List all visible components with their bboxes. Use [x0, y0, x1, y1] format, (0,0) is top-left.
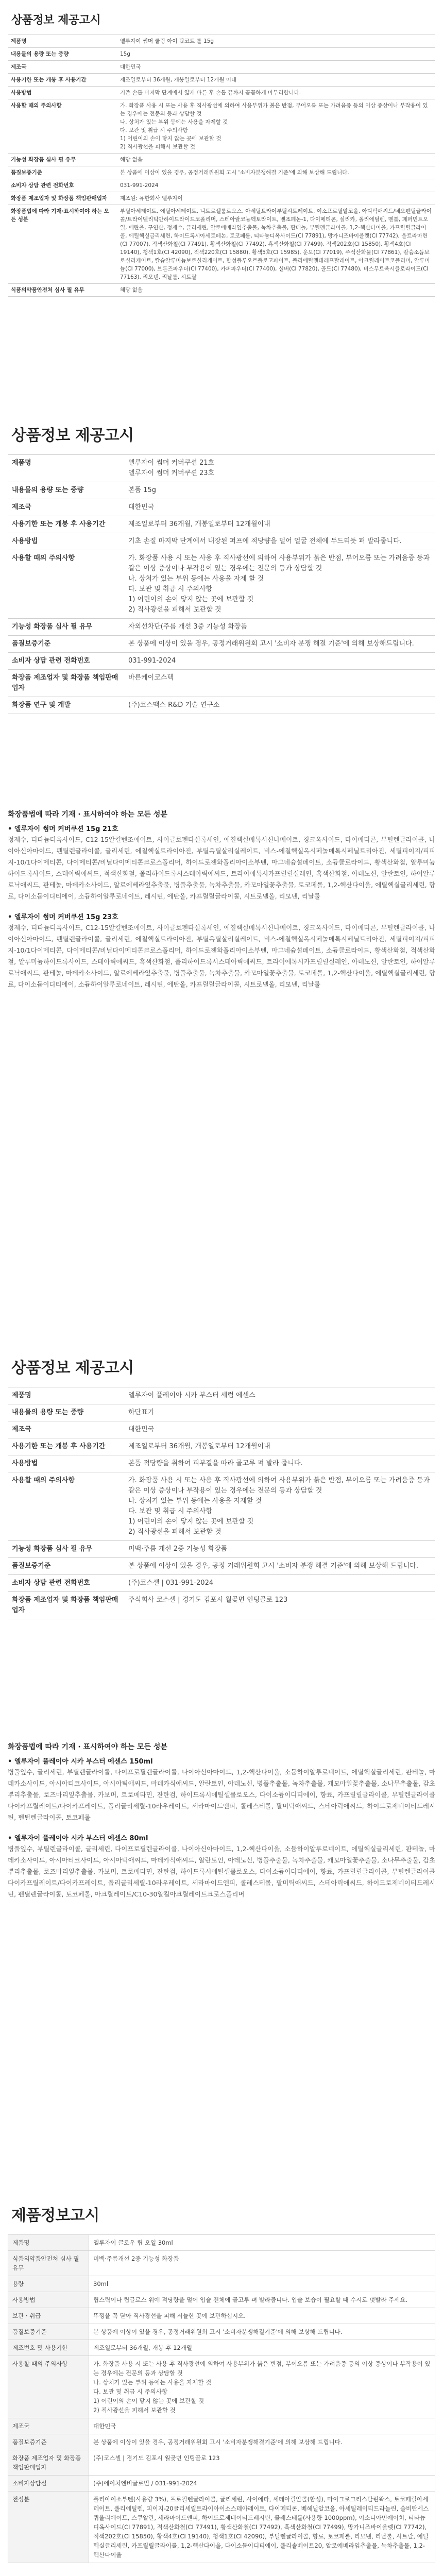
table-row [8, 455, 435, 482]
row-value: 가. 화장품 사용 시 또는 사용 후 직사광선에 의하여 사용부위가 붉은 반점, 부어오름 또는 가려움증 등과 같은 이상 증상이나 부작용이 있는 경우에는 전문의 등과 상담할 것 나. 상처가 있는 부위 등에는 사용을 자제 할 것 다. 보관 및 취급 시 주의사항 1) 어린이의 손이 닿지 않는 곳에 보관할 것 2) 직사광선을 피해서 보관할 것 [124, 550, 435, 619]
table-row [8, 2292, 435, 2308]
row-label: 제조번호 및 사용기한 [8, 2340, 89, 2356]
ingredients-text: 정제수, 티타늄디옥사이드, C12-15알킬벤조에이트, 사이클로펜타실록세인, 에칠헥실메톡시신나메이트, 징크옥사이드, 다이메티콘, 부틸렌글라이콜, 나이아신아마이드, 펜틸렌글라이콜, 글리세린, 에칠헥실트라이아진, 부틸옥틸살리실레이트, 비스-에칠헥실옥시페놀메톡시페닐트리아진, 세틸피이지/피피지-10/1다이메티콘, 다이메티콘/비닐다이메티콘크로스폴리머, 하이드로젠화폴리아이소부텐, 마그네슘설페이트, 소듐클로라이드, 황색산화철, 적색산화철, 알루미늄하이드록사이드, 스테아릭애씨드, 흑색산화철, 폴리하이드록시스테아릭애씨드, 트라이에톡시카프릴릴실레인, 아데노신, 알란토인, 하이알루로닉애씨드, 판테놀, 마데카소사이드, 알로에베라잎추출물, 병풀추출물, 녹차추출물, 카모마일꽃추출물, 토코페롤, 1,2-헥산다이올, 에틸헥실글리세린, 향료, 다이소듐이디티에이, 소듐하이알루로네이트, 레시틴, 에탄올, 카프릴릴글라이콜, 시트로넬올, 리모넨, 리날룰 [8, 924, 435, 988]
table-row [8, 284, 435, 297]
table-row [8, 2492, 435, 2563]
row-label: 품질보증기준 [8, 2434, 89, 2450]
row-value: 본품 15g [124, 482, 435, 499]
table-row [8, 154, 435, 166]
row-value: 제조일로부터 36개월, 개봉일로부터 12개월이내 [124, 516, 435, 533]
row-value: (주)코스셀 | 031-991-2024 [124, 1575, 435, 1592]
row-value: 립스틱이나 립글로스 위에 적당량을 덜어 입술 전체에 골고루 펴 발라줍니다. 입술 보습이 필요할 때 수시로 덧발라 주세요. [89, 2292, 435, 2308]
ingredients-block [8, 809, 435, 990]
table-row [8, 87, 435, 99]
row-value: 제조일로부터 36개월, 개봉일로부터 12개월이내 [124, 1438, 435, 1455]
row-label: 사용할 때의 주의사항 [8, 550, 124, 619]
row-label: 화장품 제조업자 및 화장품 책임판매업자 [8, 192, 117, 205]
table-row [8, 166, 435, 179]
table-row [8, 2476, 435, 2492]
table-row [8, 2308, 435, 2324]
table-row [8, 35, 435, 48]
table-row [8, 533, 435, 550]
row-value: 본품 적당량을 취하여 피부결을 따라 골고루 펴 발라 줍니다. [124, 1455, 435, 1472]
section-title: 상품정보 제공고시 [11, 427, 134, 445]
table-row [8, 1575, 435, 1592]
table-row [8, 499, 435, 516]
table-row [8, 1387, 435, 1404]
row-value: 주식회사 코스셀 | 경기도 김포시 월곶면 인팅골로 123 [124, 1592, 435, 1619]
row-value: 15g [117, 48, 435, 61]
row-value: 기존 손톱 마지막 단계에서 얇게 바른 후 손톱 끝까지 꼼꼼하게 마무리합니다. [117, 87, 435, 99]
row-value: 제조원: 유한회사 엘루자이 [117, 192, 435, 205]
table-row [8, 1438, 435, 1455]
row-label: 내용물의 용량 또는 중량 [8, 482, 124, 499]
row-value: 자외선차단(주름 개선 3중 기능성 화장품 [124, 619, 435, 636]
row-label: 식품의약품안전처 심사 필 유무 [8, 284, 117, 297]
table-row [8, 482, 435, 499]
section-notice-3 [0, 1355, 443, 1619]
table-row [8, 619, 435, 636]
row-value: 본 상품에 이상이 있을 경우, 공정거래위원회 고시 '소비자분쟁해결기준'에 의해 보상해 드립니다. [89, 2434, 435, 2450]
table-row [8, 2251, 435, 2276]
row-label: 제품명 [8, 1387, 124, 1404]
row-value: 대한민국 [124, 499, 435, 516]
row-label: 사용할 때의 주의사항 [8, 2356, 89, 2418]
row-label: 화장품법에 따라 기재·표시하여야 하는 모든 성분 [8, 205, 117, 284]
table-row [8, 516, 435, 533]
row-label: 제조국 [8, 1421, 124, 1438]
row-value: 031-991-2024 [124, 653, 435, 670]
row-value: 031-991-2024 [117, 179, 435, 192]
ingredients-text: 병풀잎수, 부틸렌글라이콜, 글리세린, 다이프로필렌글라이콜, 나이아신아마이드, 1,2-헥산다이올, 소듐하이알루로네이트, 에틸헥실글리세린, 판테놀, 마데카소사이드, 아시아티코사이드, 아시아틱애씨드, 마데카식애씨드, 알란토인, 아데노신, 병풀추출물, 녹차추출물, 캐모마일꽃추출물, 소나무추출물, 감초뿌리추출물, 로즈마리잎추출물, 카보머, 트로메타민, 잔탄검, 하이드록시에틸셀룰로오스, 다이소듐이디티에이, 향료, 카프릴릴글라이콜, 부틸렌글라이콜다이카프릴레이트/다이카프레이트, 폴리글리세릴-10라우레이트, 세라마이드엔피, 콜레스테롤, 팔미틱애씨드, 스테아릭애씨드, 하이드로제네이티드레시틴, 펜틸렌글라이콜, 토코페롤, 아크릴레이트/C10-30알킬아크릴레이트크로스폴리머 [8, 1845, 435, 1898]
table-row [8, 2434, 435, 2450]
row-value: 미백·주름 개선 2중 기능성 화장품 [124, 1541, 435, 1558]
row-label: 품질보증기준 [8, 2324, 89, 2340]
table-row [8, 179, 435, 192]
row-label: 소비자 상담 관련 전화번호 [8, 179, 117, 192]
row-label: 내용물의 용량 또는 중량 [8, 48, 117, 61]
ingredients-subtitle: • 엘루자이 플레이아 시카 부스터 에센스 80ml [8, 1835, 148, 1842]
row-label: 사용기한 또는 개봉 후 사용기간 [8, 516, 124, 533]
row-value: 대한민국 [89, 2418, 435, 2434]
row-value: 본 상품에 이상이 있을 경우, 공정거래위원회 고시 '소비자분쟁해결기준'에 의해 보상해 드립니다. [89, 2324, 435, 2340]
table-row [8, 2418, 435, 2434]
table-row [8, 697, 435, 714]
section-title: 제품정보고시 [11, 2207, 99, 2225]
table-row [8, 61, 435, 74]
row-label: 제조국 [8, 2418, 89, 2434]
row-value: (주)에이치엔비글로벌 / 031-991-2024 [89, 2476, 435, 2492]
row-value: 제조일로부터 36개월, 개봉일로부터 12개월 이내 [117, 74, 435, 87]
table-row [8, 1404, 435, 1421]
table-row [8, 2324, 435, 2340]
ingredients-subtitle: • 엘루자이 썸머 커버쿠션 15g 23호 [8, 913, 118, 921]
row-value: 기초 손질 마지막 단계에서 내장된 퍼프에 적당량을 덜어 얼굴 전체에 두드리듯 펴 발라줍니다. [124, 533, 435, 550]
row-label: 식품의약품안전처 심사 필 유무 [8, 2251, 89, 2276]
row-label: 품질보증기준 [8, 1558, 124, 1575]
table-row [8, 636, 435, 653]
table-row [8, 1558, 435, 1575]
table-row [8, 1541, 435, 1558]
row-label: 사용방법 [8, 87, 117, 99]
row-value: 본 상품에 이상이 있을 경우, 공정거래위원회 고시 '소비자분쟁해결 기준'에 의해 보상해 드립니다. [117, 166, 435, 179]
row-value: 가. 화장품 사용 시 또는 사용 후 직사광선에 의하여 사용부위가 붉은 반점, 부어오름 또는 가려움증 등의 이상 증상이나 부작용이 있는 경우에는 전문의 등과 상담할 것 나. 상처가 있는 부위 등에는 사용을 자제할 것 다. 보관 및 취급 시 주의사항 1) 어린이의 손이 닿지 않는 곳에 보관할 것 2) 직사광선을 피해서 보관할 것 [89, 2356, 435, 2418]
row-value: (주)코스셀 | 경기도 김포시 월곶면 인팅골로 123 [89, 2450, 435, 2476]
table-row [8, 2235, 435, 2251]
row-label: 소비자 상담 관련 전화번호 [8, 1575, 124, 1592]
table-row [8, 1592, 435, 1619]
row-label: 기능성 화장품 심사 필 유무 [8, 619, 124, 636]
ingredients-text: 정제수, 티타늄디옥사이드, C12-15알킬벤조에이트, 사이클로펜타실록세인, 에칠헥실메톡시신나메이트, 징크옥사이드, 다이메티콘, 부틸렌글라이콜, 나이아신아마이드, 펜틸렌글라이콜, 글리세린, 에칠헥실트라이아진, 부틸옥틸살리실레이트, 비스-에칠헥실옥시페놀메톡시페닐트리아진, 세틸피이지/피피지-10/1다이메티콘, 다이메티콘/비닐다이메티콘크로스폴리머, 하이드로젠화폴리아이소부텐, 마그네슘설페이트, 소듐클로라이드, 황색산화철, 알루미늄하이드록사이드, 스테아릭애씨드, 적색산화철, 폴리하이드록시스테아릭애씨드, 트라이에톡시카프릴릴실레인, 흑색산화철, 아데노신, 알란토인, 하이알루로닉애씨드, 판테놀, 마데카소사이드, 알로에베라잎추출물, 병풀추출물, 녹차추출물, 카모마일꽃추출물, 토코페롤, 1,2-헥산다이올, 에틸헥실글리세린, 향료, 다이소듐이디티에이, 소듐하이알루로네이트, 레시틴, 에탄올, 카프릴릴글라이콜, 시트로넬올, 리모넨, 리날룰 [8, 836, 435, 900]
section-title: 상품정보 제공고시 [11, 14, 101, 27]
table-row [8, 1472, 435, 1541]
notice-table [8, 1387, 435, 1619]
table-row [8, 550, 435, 619]
table-row [8, 2340, 435, 2356]
table-row [8, 1421, 435, 1438]
row-value: 엘루자이 썸머 커버쿠션 21호 엘루자이 썸머 커버쿠션 23호 [124, 455, 435, 482]
row-label: 내용물의 용량 또는 중량 [8, 1404, 124, 1421]
row-value: (주)코스맥스 R&D 기술 연구소 [124, 697, 435, 714]
section-notice-1 [0, 11, 443, 297]
row-label: 사용기한 또는 개봉 후 사용기간 [8, 1438, 124, 1455]
notice-table [8, 2234, 435, 2563]
row-label: 용량 [8, 2276, 89, 2292]
row-label: 사용방법 [8, 2292, 89, 2308]
row-label: 화장품 연구 및 개발 [8, 697, 124, 714]
row-value: 대한민국 [124, 1421, 435, 1438]
row-label: 사용할 때의 주의사항 [8, 1472, 124, 1541]
row-label: 사용할 때의 주의사항 [8, 99, 117, 154]
notice-table [8, 454, 435, 714]
row-value: 바른케이코스텍 [124, 670, 435, 697]
ingredients-subtitle: • 엘루자이 플레이아 시카 부스터 에센스 150ml [8, 1758, 153, 1766]
table-row [8, 48, 435, 61]
table-row [8, 74, 435, 87]
section-notice-2 [0, 422, 443, 714]
row-label: 소비자상담실 [8, 2476, 89, 2492]
table-row [8, 1455, 435, 1472]
table-row [8, 670, 435, 697]
row-value: 가. 화장품 사용 시 또는 사용 후 직사광선에 의하여 사용부위가 붉은 반점, 부어오름 또는 가려움증 등과 같은 이상 증상이나 부작용이 있는 경우에는 전문의 등과 상담할 것 나. 상처가 있는 부위 등에는 사용을 자제할 것 다. 보관 및 취급 시 주의사항 1) 어린이의 손이 닿지 않는 곳에 보관할 것 2) 직사광선을 피해서 보관할 것 [124, 1472, 435, 1541]
row-label: 제조국 [8, 499, 124, 516]
row-label: 보관 · 취급 [8, 2308, 89, 2324]
ingredients-heading: 화장품법에 따라 기재 · 표시하여야 하는 모든 성분 [8, 810, 167, 819]
row-label: 제품명 [8, 455, 124, 482]
ingredients-block [8, 1741, 435, 1900]
table-row [8, 2356, 435, 2418]
row-value: 해당 없음 [117, 154, 435, 166]
row-value: 제조일로부터 36개월, 개봉 후 12개월 [89, 2340, 435, 2356]
row-value: 30ml [89, 2276, 435, 2292]
table-row [8, 205, 435, 284]
row-value: 해당 없음 [117, 284, 435, 297]
row-label: 사용방법 [8, 533, 124, 550]
row-value: 폴리아이소부텐(사용량 3%), 프로필렌글라이콜, 글리세린, 사이에타, 세테아릴알콜(합성), 마이크로크리스탈린왁스, 토코페릴아세테이트, 폴리에틸렌, 피이지-20글리세릴트라이아이소스테아레이트, 다이메티콘, 베헤닐알코올, 아세틸레이티드라놀린, 솔비탄세스퀴올리에이트, 스쿠알란, 세라마이드엔피, 하이드로제네이티드레시틴, 콜레스테롤(사용량 1000ppm), 이소디아민에이치, 티타늄디옥사이드(CI 77891), 적색산화철(CI 77491), 황색산화철(CI 77492), 흑색산화철(CI 77499), 망가니즈바이올렛(CI 77742), 적색202호(CI 15850), 황색4호(CI 19140), 청색1호(CI 42090), 부틸렌글라이콜, 향료, 토코페롤, 리모넨, 리날룰, 시트랄, 에틸헥실글리세린, 카프릴릴글라이콜, 1,2-헥산다이올, 다이소듐이디티에이, 폴리솔베이트20, 알로에베라잎추출물, 녹차추출물, 1,2-헥산다이올 [89, 2492, 435, 2563]
row-label: 품질보증기준 [8, 636, 124, 653]
row-value: 미백·주름개선 2중 기능성 화장품 [89, 2251, 435, 2276]
row-value: 뚜껑을 꼭 닫아 직사광선을 피해 서늘한 곳에 보관하십시오. [89, 2308, 435, 2324]
row-value: 엘루자이 플레이아 시카 부스터 세럼 에센스 [124, 1387, 435, 1404]
row-label: 화장품 제조업자 및 화장품 책임판매업자 [8, 1592, 124, 1619]
table-row [8, 99, 435, 154]
row-value: 엘루자이 썸머 쿨링 아이 탑코트 롤 15g [117, 35, 435, 48]
ingredients-heading: 화장품법에 따라 기재 · 표시하여야 하는 모든 성분 [8, 1743, 167, 1751]
row-label: 사용기한 또는 개봉 후 사용기간 [8, 74, 117, 87]
row-value: 가. 화장품 사용 시 또는 사용 후 직사광선에 의하여 사용부위가 붉은 반점, 부어오름 또는 가려움증 등의 이상 증상이나 부작용이 있는 경우에는 전문의 등과 상담할 것 나. 상처가 있는 부위 등에는 사용을 자제할 것 다. 보관 및 취급 시 주의사항 1) 어린이의 손이 닿지 않는 곳에 보관할 것 2) 직사광선을 피해서 보관할 것 [117, 99, 435, 154]
table-row [8, 192, 435, 205]
row-label: 제품명 [8, 2235, 89, 2251]
row-value: 부틸아세테이트, 에틸아세테이트, 니트로셀룰로오스, 아세틸트라이부틸시트레이트, 이소프로필알코올, 아디픽애씨드/네오펜틸글라이콜/트라이멜리틱안하이드라이드코폴리머, 스테아랄코늄헥토라이트, 벤조페논-1, 다이메티콘, 실리카, 폴리에틸렌, 멘톨, 페퍼민트오일, 에탄올, 구연산, 정제수, 글리세린, 알로에베라잎추출물, 녹차추출물, 판테놀, 부틸렌글라이콜, 1,2-헥산다이올, 카프릴릴글라이콜, 에틸헥실글리세린, 하이드록시아세토페논, 토코페롤, 티타늄디옥사이드(CI 77891), 망가니즈바이올렛(CI 77742), 울트라마린(CI 77007), 적색산화철(CI 77491), 황색산화철(CI 77492), 흑색산화철(CI 77499), 적색202호(CI 15850), 황색4호(CI 19140), 청색1호(CI 42090), 적색220호(CI 15880), 황색5호(CI 15985), 운모(CI 77019), 주석산화물(CI 77861), 칼슘소듐보로실리케이트, 칼슘알루미늄보로실리케이트, 합성플루오르플로고파이트, 폴리에틸렌테레프탈레이트, 아크릴레이트코폴리머, 알루미늄(CI 77000), 브론즈파우더(CI 77400), 카퍼파우더(CI 77400), 실버(CI 77820), 골드(CI 77480), 비스무트옥시클로라이드(CI 77163), 리모넨, 리날룰, 시트랄 [117, 205, 435, 284]
table-row [8, 2276, 435, 2292]
table-row [8, 653, 435, 670]
table-row [8, 2450, 435, 2476]
row-value: 엘루자이 글로우 립 오일 30ml [89, 2235, 435, 2251]
row-value: 하단표기 [124, 1404, 435, 1421]
row-value: 본 상품에 이상이 있을 경우, 공정 거래위원회 고시 '소비자 분쟁 해결 기준'에 의해 보상해 드립니다. [124, 1558, 435, 1575]
notice-table [8, 35, 435, 297]
row-value: 본 상품에 이상이 있을 경우, 공정거래위원회 고시 '소비자 분쟁 해결 기준'에 의해 보상해드립니다. [124, 636, 435, 653]
row-label: 사용방법 [8, 1455, 124, 1472]
row-label: 제품명 [8, 35, 117, 48]
row-label: 제조국 [8, 61, 117, 74]
row-label: 화장품 제조업자 및 화장품 책임판매업자 [8, 2450, 89, 2476]
section-notice-4 [0, 2202, 443, 2563]
section-title: 상품정보 제공고시 [11, 1359, 134, 1377]
row-label: 기능성 화장품 심사 필 유무 [8, 1541, 124, 1558]
row-value: 대한민국 [117, 61, 435, 74]
row-label: 전성분 [8, 2492, 89, 2563]
ingredients-subtitle: • 엘루자이 썸머 커버쿠션 15g 21호 [8, 825, 118, 833]
ingredients-text: 병풀잎수, 글리세린, 부틸렌글라이콜, 다이프로필렌글라이콜, 나이아신아마이드, 1,2-헥산다이올, 소듐하이알루로네이트, 에틸헥실글리세린, 판테놀, 마데카소사이드, 아시아티코사이드, 아시아틱애씨드, 마데카식애씨드, 알란토인, 아데노신, 병풀추출물, 녹차추출물, 캐모마일꽃추출물, 소나무추출물, 감초뿌리추출물, 로즈마리잎추출물, 카보머, 트로메타민, 잔탄검, 하이드록시에틸셀룰로오스, 다이소듐이디티에이, 향료, 카프릴릴글라이콜, 부틸렌글라이콜다이카프릴레이트/다이카프레이트, 폴리글리세릴-10라우레이트, 세라마이드엔피, 콜레스테롤, 팔미틱애씨드, 스테아릭애씨드, 하이드로제네이티드레시틴, 펜틸렌글라이콜, 토코페롤 [8, 1768, 435, 1821]
row-label: 화장품 제조업자 및 화장품 책임판매업자 [8, 670, 124, 697]
row-label: 품질보증기준 [8, 166, 117, 179]
row-label: 소비자 상담 관련 전화번호 [8, 653, 124, 670]
row-label: 기능성 화장품 심사 필 유무 [8, 154, 117, 166]
